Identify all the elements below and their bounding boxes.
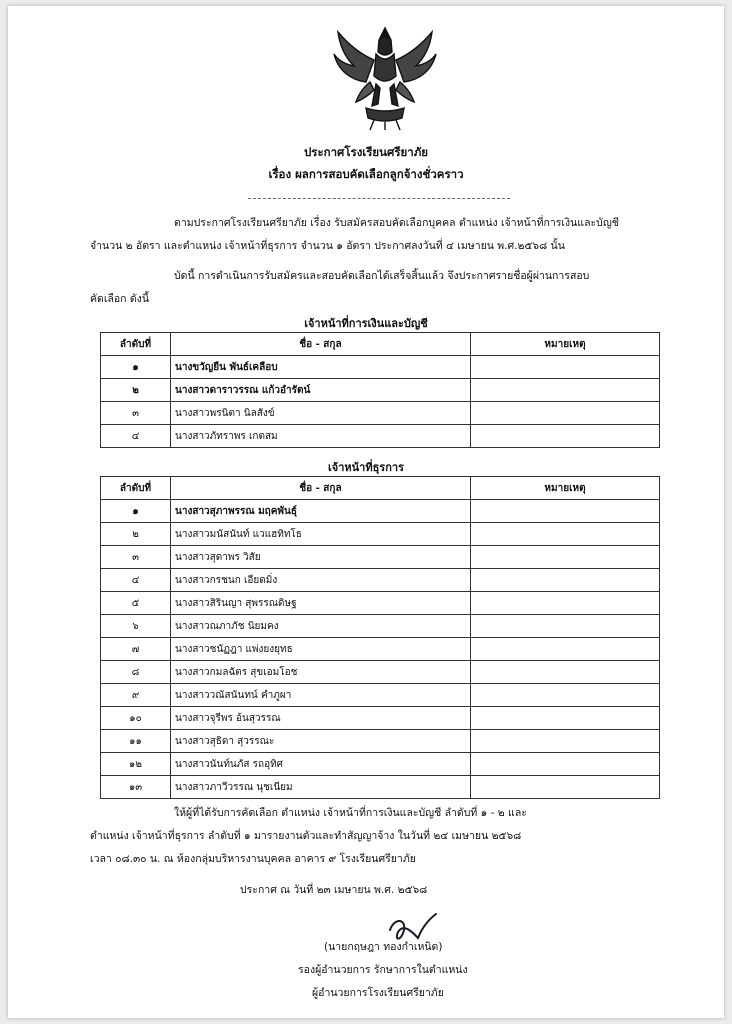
remark-cell — [471, 661, 660, 684]
remark-cell — [471, 402, 660, 425]
table-header-row — [101, 477, 660, 500]
remark-cell — [471, 425, 660, 448]
order-cell: ๑๐ — [101, 707, 171, 730]
remark-cell — [471, 730, 660, 753]
signatory-position-1: รองผู้อำนวยการ รักษาการในตำแหน่ง — [298, 964, 468, 976]
intro-line-1: ตามประกาศโรงเรียนศรียาภัย เรื่อง รับสมัครสอบคัดเลือกบุคคล ตำแหน่ง เจ้าหน้าที่การเงินและบัญชี — [174, 217, 619, 229]
name-cell: นางสาวพรนิตา นิลสังข์ — [171, 402, 471, 425]
admin-table — [100, 476, 660, 799]
column-header-name: ชื่อ - สกุล — [171, 333, 471, 356]
column-header-name: ชื่อ - สกุล — [171, 477, 471, 500]
finance-section-title: เจ้าหน้าที่การเงินและบัญชี — [304, 317, 428, 330]
column-header-remark: หมายเหตุ — [471, 477, 660, 500]
name-cell: นางสาวสุภาพรรณ มฤคพันธุ์ — [171, 500, 471, 523]
order-cell: ๒ — [101, 379, 171, 402]
name-cell: นางสาวนันท์นภัส รถอุทิศ — [171, 753, 471, 776]
name-cell: นางสาววณัสนันทน์ คำภูผา — [171, 684, 471, 707]
name-cell: นางขวัญยืน พันธ์เคลือบ — [171, 356, 471, 379]
signatory-name: (นายกฤษฎา ทองกำเหนิด) — [324, 941, 443, 953]
closing-line-1: ให้ผู้ที่ได้รับการคัดเลือก ตำแหน่ง เจ้าหน้าที่การเงินและบัญชี ลำดับที่ ๑ - ๒ และ — [174, 807, 527, 819]
announcement-title: ประกาศโรงเรียนศรียาภัย — [303, 145, 429, 159]
order-cell: ๑๑ — [101, 730, 171, 753]
name-cell: นางสาวสุดาพร วิสัย — [171, 546, 471, 569]
name-cell: นางสาวมนัสนันท์ แวแฮทิทโธ — [171, 523, 471, 546]
name-cell: นางสาวภัทราพร เกตสม — [171, 425, 471, 448]
table-row — [101, 500, 660, 523]
order-cell: ๑ — [101, 500, 171, 523]
table-row — [101, 707, 660, 730]
table-row — [101, 546, 660, 569]
table-row — [101, 661, 660, 684]
order-cell: ๔ — [101, 569, 171, 592]
column-header-order: ลำดับที่ — [101, 333, 171, 356]
announcement-subject: เรื่อง ผลการสอบคัดเลือกลูกจ้างชั่วคราว — [268, 167, 464, 181]
order-cell: ๖ — [101, 615, 171, 638]
table-row — [101, 379, 660, 402]
intro-line-2: จำนวน ๒ อัตรา และตำแหน่ง เจ้าหน้าที่ธุรการ จำนวน ๑ อัตรา ประกาศลงวันที่ ๔ เมษายน พ.ศ.๒๕๖๘ นั้น — [90, 240, 565, 252]
order-cell: ๓ — [101, 402, 171, 425]
table-row — [101, 776, 660, 799]
order-cell: ๑ — [101, 356, 171, 379]
name-cell: นางสาวสิรินญา สุพรรณดิษฐ — [171, 592, 471, 615]
table-header-row — [101, 333, 660, 356]
table-row — [101, 753, 660, 776]
garuda-emblem-icon — [330, 24, 440, 132]
table-row — [101, 592, 660, 615]
remark-cell — [471, 592, 660, 615]
order-cell: ๘ — [101, 661, 171, 684]
remark-cell — [471, 546, 660, 569]
table-row — [101, 523, 660, 546]
table-row — [101, 638, 660, 661]
table-row — [101, 730, 660, 753]
remark-cell — [471, 707, 660, 730]
divider — [248, 198, 510, 199]
name-cell: นางสาวดาราวรรณ แก้วอำรัตน์ — [171, 379, 471, 402]
name-cell: นางสาวกรชนก เอียดมิ่ง — [171, 569, 471, 592]
intro-line-4: คัดเลือก ดังนี้ — [90, 293, 149, 305]
finance-table — [100, 332, 660, 448]
order-cell: ๕ — [101, 592, 171, 615]
closing-line-2: ตำแหน่ง เจ้าหน้าที่ธุรการ ลำดับที่ ๑ มารายงานตัวและทำสัญญาจ้าง ในวันที่ ๒๔ เมษายน ๒๕๖๘ — [90, 830, 522, 842]
order-cell: ๑๒ — [101, 753, 171, 776]
order-cell: ๗ — [101, 638, 171, 661]
remark-cell — [471, 684, 660, 707]
remark-cell — [471, 638, 660, 661]
order-cell: ๓ — [101, 546, 171, 569]
column-header-order: ลำดับที่ — [101, 477, 171, 500]
closing-line-3: เวลา ๐๘.๓๐ น. ณ ห้องกลุ่มบริหารงานบุคคล อาคาร ๙ โรงเรียนศรียาภัย — [90, 853, 416, 865]
name-cell: นางสาวกมลฉัตร สุขเอมโอช — [171, 661, 471, 684]
remark-cell — [471, 776, 660, 799]
remark-cell — [471, 615, 660, 638]
order-cell: ๒ — [101, 523, 171, 546]
order-cell: ๑๓ — [101, 776, 171, 799]
remark-cell — [471, 523, 660, 546]
name-cell: นางสาวชนัฏฎา แพ่งยงยุทธ — [171, 638, 471, 661]
intro-line-3: บัดนี้ การดำเนินการรับสมัครและสอบคัดเลือกได้เสร็จสิ้นแล้ว จึงประกาศรายชื่อผู้ผ่านการสอบ — [174, 270, 590, 282]
order-cell: ๙ — [101, 684, 171, 707]
name-cell: นางสาวณภาภัช นิยมคง — [171, 615, 471, 638]
name-cell: นางสาวจุรีพร อ้นสุวรรณ — [171, 707, 471, 730]
table-row — [101, 356, 660, 379]
table-row — [101, 684, 660, 707]
table-row — [101, 569, 660, 592]
remark-cell — [471, 379, 660, 402]
table-row — [101, 402, 660, 425]
name-cell: นางสาวสุธิดา สุวรรณะ — [171, 730, 471, 753]
admin-section-title: เจ้าหน้าที่ธุรการ — [328, 461, 404, 474]
order-cell: ๔ — [101, 425, 171, 448]
remark-cell — [471, 753, 660, 776]
remark-cell — [471, 569, 660, 592]
signatory-position-2: ผู้อำนวยการโรงเรียนศรียาภัย — [312, 987, 444, 999]
document-page — [8, 6, 724, 1018]
table-row — [101, 615, 660, 638]
announcement-date: ประกาศ ณ วันที่ ๒๓ เมษายน พ.ศ. ๒๕๖๘ — [240, 884, 428, 896]
table-row — [101, 425, 660, 448]
remark-cell — [471, 500, 660, 523]
remark-cell — [471, 356, 660, 379]
column-header-remark: หมายเหตุ — [471, 333, 660, 356]
name-cell: นางสาวภาวีวรรณ นุชเนียม — [171, 776, 471, 799]
